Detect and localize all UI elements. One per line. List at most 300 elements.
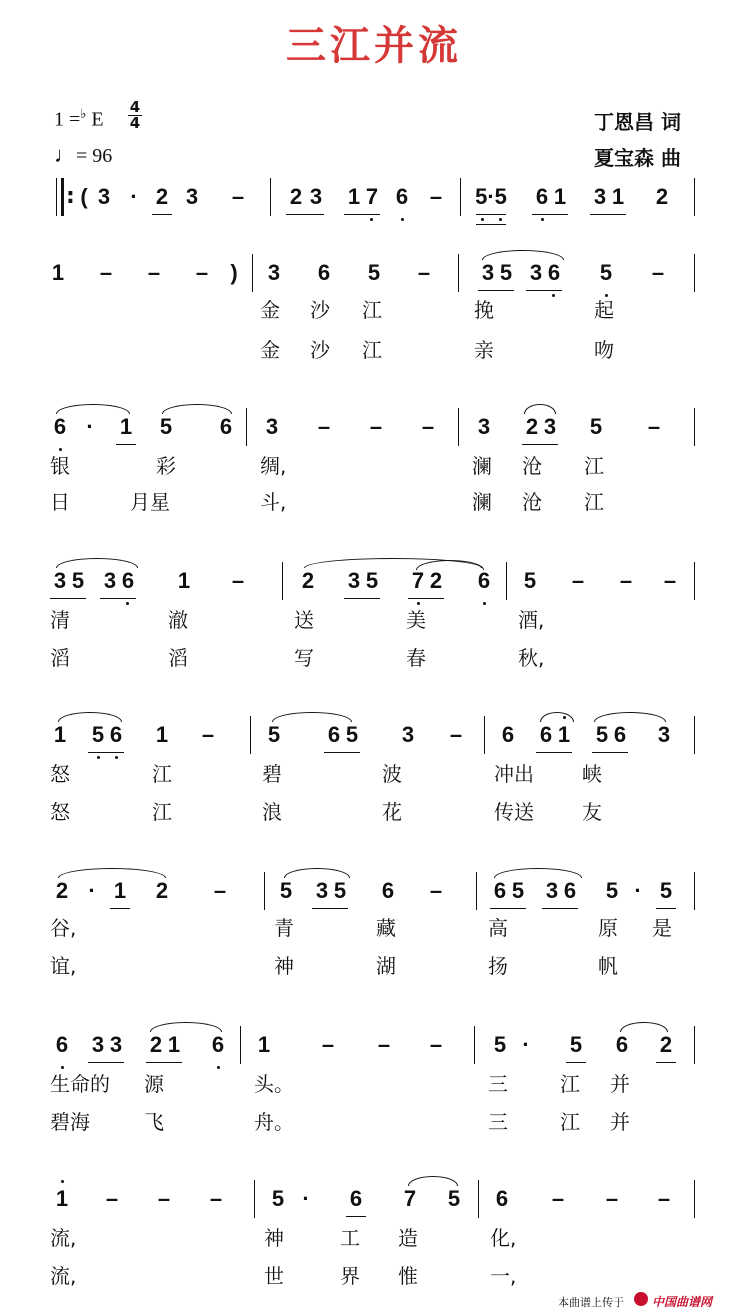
note: 5 <box>159 414 173 439</box>
dash: – <box>377 1032 391 1057</box>
underline <box>490 908 526 909</box>
lyric: 流, <box>50 1226 77 1250</box>
barline <box>694 408 695 446</box>
slur <box>540 712 574 722</box>
underline <box>110 908 130 909</box>
barline <box>694 254 695 292</box>
barline <box>478 1180 479 1218</box>
barline <box>458 408 459 446</box>
note: 2 <box>659 1032 673 1057</box>
note: 2 <box>55 878 69 903</box>
low-dot <box>59 448 62 451</box>
note: 5 <box>271 1186 285 1211</box>
note: 6 <box>477 568 491 593</box>
barline <box>246 408 247 446</box>
note: 3 <box>185 184 199 209</box>
lyric: 绸, <box>260 454 287 478</box>
lyric: 碧 <box>262 762 282 786</box>
lyric: 江 <box>560 1072 580 1096</box>
underline <box>100 598 136 599</box>
dash: – <box>99 260 113 285</box>
lyric: 澜 <box>472 490 492 514</box>
note: 2 <box>149 1032 163 1057</box>
time-top: 4 <box>129 98 141 116</box>
note: 1 <box>53 722 67 747</box>
barline <box>694 1026 695 1064</box>
note: 3 <box>53 568 67 593</box>
slur <box>494 868 582 878</box>
note: 5 <box>267 722 281 747</box>
underline <box>344 598 380 599</box>
dash: – <box>105 1186 119 1211</box>
quarter-note-icon: ♩ <box>54 142 76 167</box>
note: 1 <box>347 184 361 209</box>
barline <box>282 562 283 600</box>
lyric: 峡 <box>582 762 602 786</box>
barline <box>264 872 265 910</box>
lyric: 写 <box>294 646 314 670</box>
lyric: 界 <box>340 1264 360 1288</box>
dash: – <box>195 260 209 285</box>
underline <box>116 444 136 445</box>
dash: – <box>551 1186 565 1211</box>
note: 5 <box>605 878 619 903</box>
lyric: 滔 <box>168 646 188 670</box>
barline <box>254 1180 255 1218</box>
dash: – <box>449 722 463 747</box>
lyric: 飞 <box>144 1110 164 1134</box>
note: 5 <box>71 568 85 593</box>
note: 6 <box>535 184 549 209</box>
aug-dot: · <box>86 414 94 439</box>
tempo-mark <box>54 142 112 168</box>
note: 1 <box>119 414 133 439</box>
note: 5 <box>569 1032 583 1057</box>
dash: – <box>201 722 215 747</box>
lyric: 亲 <box>474 338 494 362</box>
note: 6 <box>211 1032 225 1057</box>
note: 3 <box>109 1032 123 1057</box>
underline <box>566 1062 586 1063</box>
lyric: 神 <box>274 954 294 978</box>
lyric: 传送 <box>494 800 534 824</box>
note: 3 <box>401 722 415 747</box>
score-line-8 <box>0 1186 748 1256</box>
dash: – <box>157 1186 171 1211</box>
low-dot <box>541 218 544 221</box>
lyric: 流, <box>50 1264 77 1288</box>
slur <box>58 868 166 878</box>
lyric: 头。 <box>254 1072 294 1096</box>
repeat-barline-thick <box>61 178 64 216</box>
dash: – <box>213 878 227 903</box>
dash: – <box>209 1186 223 1211</box>
barline <box>460 178 461 216</box>
underline <box>88 1062 124 1063</box>
note: 6 <box>613 722 627 747</box>
dash: – <box>647 414 661 439</box>
note: 5 <box>659 878 673 903</box>
low-dot <box>126 602 129 605</box>
underline <box>344 214 380 215</box>
underline <box>526 290 562 291</box>
note: 2 <box>289 184 303 209</box>
note: 6 <box>109 722 123 747</box>
low-dot <box>552 294 555 297</box>
barline <box>694 178 695 216</box>
note: 1 <box>177 568 191 593</box>
lyric: 彩 <box>156 454 176 478</box>
note: 2 <box>655 184 669 209</box>
lyric: 沧 <box>522 454 542 478</box>
underline <box>476 214 506 215</box>
lyric: 金 <box>260 338 280 362</box>
lyric: 江 <box>362 338 382 362</box>
note: 3 <box>309 184 323 209</box>
dash: – <box>619 568 633 593</box>
underline <box>656 1062 676 1063</box>
note: 1 <box>155 722 169 747</box>
key-note: E <box>91 108 104 131</box>
note: 1 <box>55 1186 69 1211</box>
aug-dot: · <box>634 878 642 903</box>
dash: – <box>605 1186 619 1211</box>
note: 1 <box>257 1032 271 1057</box>
slur <box>284 868 350 878</box>
lyric: 谊, <box>50 954 77 978</box>
lyric: 湖 <box>376 954 396 978</box>
note: 3 <box>481 260 495 285</box>
lyric: 月星 <box>130 490 170 514</box>
note: 6 <box>381 878 395 903</box>
lyric: 清 <box>50 608 70 632</box>
note: 6 <box>349 1186 363 1211</box>
note: 5·5 <box>475 184 507 209</box>
note: 5 <box>279 878 293 903</box>
note: 1 <box>611 184 625 209</box>
note: 6 <box>615 1032 629 1057</box>
underline <box>152 214 172 215</box>
slur <box>272 712 352 722</box>
underline <box>542 908 578 909</box>
lyric: 藏 <box>376 916 396 940</box>
underline <box>478 290 514 291</box>
note: 6 <box>317 260 331 285</box>
slur <box>524 404 556 414</box>
note: 6 <box>53 414 67 439</box>
barline <box>694 1180 695 1218</box>
note: 6 <box>547 260 561 285</box>
lyric: 江 <box>584 490 604 514</box>
low-dot <box>115 756 118 759</box>
dash: – <box>369 414 383 439</box>
dash: – <box>317 414 331 439</box>
high-dot <box>61 1180 64 1183</box>
note: 6 <box>327 722 341 747</box>
note: 5 <box>493 1032 507 1057</box>
score-line-4 <box>0 568 748 638</box>
note: 6 <box>121 568 135 593</box>
underline <box>536 752 572 753</box>
barline <box>474 1026 475 1064</box>
lyric: 三 <box>488 1110 508 1134</box>
barline <box>252 254 253 292</box>
underline <box>88 752 124 753</box>
lyric: 沙 <box>310 338 330 362</box>
lyric: 澈 <box>168 608 188 632</box>
lyric: 生命的 <box>50 1072 110 1096</box>
aug-dot: · <box>130 184 138 209</box>
note: 6 <box>539 722 553 747</box>
lyric: 怒 <box>50 762 70 786</box>
note: 6 <box>493 878 507 903</box>
lyric: 帆 <box>598 954 618 978</box>
repeat-dots: : <box>66 184 75 209</box>
lyric: 三 <box>488 1072 508 1096</box>
underline <box>50 598 86 599</box>
lyric: 起 <box>594 298 614 322</box>
dash: – <box>147 260 161 285</box>
note: 5 <box>523 568 537 593</box>
note: 3 <box>91 1032 105 1057</box>
lyric: 高 <box>488 916 508 940</box>
open-paren: ( <box>80 184 88 209</box>
lyric: 沙 <box>310 298 330 322</box>
note: 7 <box>365 184 379 209</box>
underline <box>592 752 628 753</box>
low-dot <box>481 218 484 221</box>
aug-dot: · <box>302 1186 310 1211</box>
note: 2 <box>301 568 315 593</box>
lyric: 江 <box>584 454 604 478</box>
dash: – <box>429 1032 443 1057</box>
low-dot <box>97 756 100 759</box>
lyric: 世 <box>264 1264 284 1288</box>
note: 5 <box>499 260 513 285</box>
low-dot <box>605 294 608 297</box>
underline <box>408 598 444 599</box>
dash: – <box>657 1186 671 1211</box>
lyric: 碧海 <box>50 1110 90 1134</box>
slur <box>408 1176 458 1186</box>
note: 5 <box>91 722 105 747</box>
lyric: 秋, <box>518 646 545 670</box>
note: 6 <box>563 878 577 903</box>
underline <box>324 752 360 753</box>
slur <box>594 712 666 722</box>
lyric: 谷, <box>50 916 77 940</box>
lyric: 斗, <box>260 490 287 514</box>
lyric: 怒 <box>50 800 70 824</box>
dash: – <box>417 260 431 285</box>
dash: – <box>429 878 443 903</box>
note: 6 <box>55 1032 69 1057</box>
slur <box>58 712 122 722</box>
note: 7 <box>411 568 425 593</box>
barline <box>694 716 695 754</box>
slur <box>150 1022 222 1032</box>
lyric: 江 <box>362 298 382 322</box>
dash: – <box>231 568 245 593</box>
note: 3 <box>315 878 329 903</box>
aug-dot: · <box>88 878 96 903</box>
barline <box>240 1026 241 1064</box>
slur <box>56 404 130 414</box>
lyric: 原 <box>598 916 618 940</box>
note: 6 <box>495 1186 509 1211</box>
underline <box>522 444 558 445</box>
lyric: 一, <box>490 1264 517 1288</box>
composer-credit: 夏宝森 曲 <box>594 146 681 170</box>
lyricist-credit: 丁恩昌 词 <box>594 110 681 134</box>
note: 3 <box>529 260 543 285</box>
lyric: 江 <box>152 800 172 824</box>
note: 5 <box>365 568 379 593</box>
note: 3 <box>545 878 559 903</box>
barline <box>484 716 485 754</box>
underline <box>312 908 348 909</box>
lyric: 并 <box>610 1110 630 1134</box>
barline <box>694 872 695 910</box>
low-dot <box>61 1066 64 1069</box>
low-dot <box>370 218 373 221</box>
close-paren: ) <box>230 260 238 285</box>
barline <box>476 872 477 910</box>
lyric: 冲出 <box>494 762 534 786</box>
lyric: 挽 <box>474 298 494 322</box>
underline <box>346 1216 366 1217</box>
lyric: 浪 <box>262 800 282 824</box>
underline <box>286 214 324 215</box>
note: 6 <box>219 414 233 439</box>
dash: – <box>571 568 585 593</box>
lyric: 造 <box>398 1226 418 1250</box>
lyric: 青 <box>274 916 294 940</box>
lyric: 金 <box>260 298 280 322</box>
underline <box>146 1062 182 1063</box>
note: 5 <box>333 878 347 903</box>
aug-dot: · <box>522 1032 530 1057</box>
note: 1 <box>557 722 571 747</box>
underline <box>656 908 676 909</box>
key-prefix: 1 = <box>54 108 81 131</box>
lyric: 源 <box>144 1072 164 1096</box>
dash: – <box>429 184 443 209</box>
note: 5 <box>599 260 613 285</box>
note: 3 <box>543 414 557 439</box>
tempo-value: = 96 <box>76 145 113 167</box>
note: 1 <box>553 184 567 209</box>
lyric: 吻 <box>594 338 614 362</box>
lyric: 花 <box>382 800 402 824</box>
score-line-5 <box>0 722 748 792</box>
lyric: 江 <box>560 1110 580 1134</box>
note: 7 <box>403 1186 417 1211</box>
note: 3 <box>267 260 281 285</box>
site-name-link[interactable]: 中国曲谱网 <box>652 1295 713 1309</box>
underline <box>532 214 568 215</box>
note: 3 <box>657 722 671 747</box>
note: 5 <box>589 414 603 439</box>
low-dot <box>401 218 404 221</box>
lyric: 并 <box>610 1072 630 1096</box>
time-signature <box>128 100 142 131</box>
lyric: 扬 <box>488 954 508 978</box>
note: 2 <box>525 414 539 439</box>
note: 5 <box>367 260 381 285</box>
score-line-7 <box>0 1032 748 1102</box>
lyric: 送 <box>294 608 314 632</box>
score-line-3 <box>0 414 748 484</box>
barline <box>458 254 459 292</box>
barline <box>270 178 271 216</box>
upload-note: 本曲谱上传于 <box>558 1296 624 1309</box>
score-line-1 <box>0 184 748 254</box>
dash: – <box>651 260 665 285</box>
underline <box>476 224 506 225</box>
note: 2 <box>429 568 443 593</box>
lyric: 友 <box>582 800 602 824</box>
lyric: 神 <box>264 1226 284 1250</box>
lyric: 澜 <box>472 454 492 478</box>
note: 3 <box>103 568 117 593</box>
high-dot <box>563 716 566 719</box>
low-dot <box>217 1066 220 1069</box>
lyric: 美 <box>406 608 426 632</box>
low-dot <box>417 602 420 605</box>
note: 3 <box>265 414 279 439</box>
note: 3 <box>593 184 607 209</box>
underline <box>590 214 626 215</box>
note: 6 <box>395 184 409 209</box>
key-signature <box>54 106 104 132</box>
low-dot <box>499 218 502 221</box>
note: 2 <box>155 184 169 209</box>
barline <box>694 562 695 600</box>
lyric: 波 <box>382 762 402 786</box>
note: 1 <box>113 878 127 903</box>
note: 6 <box>501 722 515 747</box>
note: 1 <box>167 1032 181 1057</box>
dash: – <box>231 184 245 209</box>
lyric: 是 <box>652 916 672 940</box>
lyric: 春 <box>406 646 426 670</box>
slur <box>620 1022 668 1032</box>
site-logo-icon <box>634 1292 648 1306</box>
song-title: 三江并流 <box>286 22 462 69</box>
lyric: 化, <box>490 1226 517 1250</box>
lyric: 江 <box>152 762 172 786</box>
note: 5 <box>447 1186 461 1211</box>
lyric: 日 <box>50 490 70 514</box>
lyric: 惟 <box>398 1264 418 1288</box>
repeat-barline <box>56 178 57 216</box>
note: 5 <box>595 722 609 747</box>
dash: – <box>421 414 435 439</box>
note: 5 <box>511 878 525 903</box>
time-bottom: 4 <box>129 114 141 132</box>
lyric: 银 <box>50 454 70 478</box>
note: 2 <box>155 878 169 903</box>
lyric: 工 <box>340 1226 360 1250</box>
barline <box>250 716 251 754</box>
dash: – <box>663 568 677 593</box>
lyric: 沧 <box>522 490 542 514</box>
score-line-6 <box>0 878 748 948</box>
lyric: 舟。 <box>254 1110 294 1134</box>
flat-sign: ♭ <box>80 106 87 121</box>
note: 3 <box>347 568 361 593</box>
